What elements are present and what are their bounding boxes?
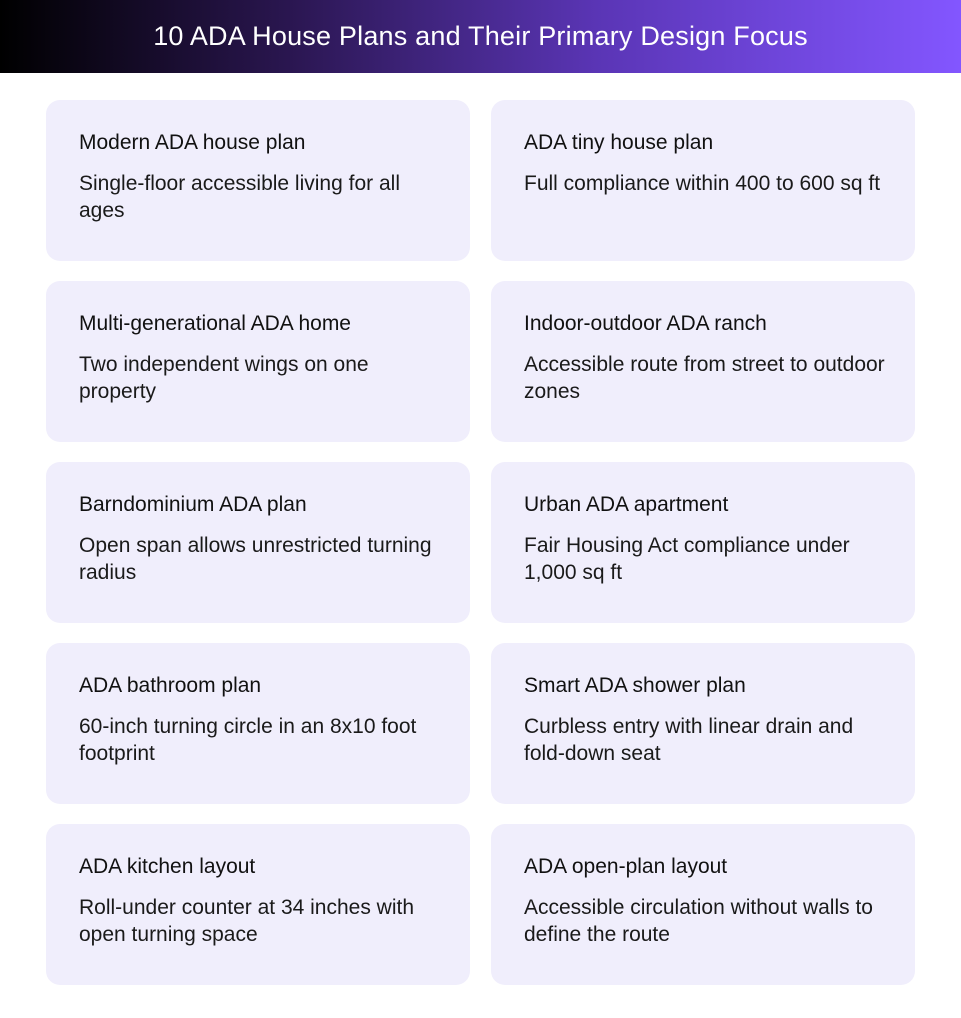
plan-card: [46, 462, 470, 623]
plan-card: [46, 100, 470, 261]
plan-card-title: ADA open-plan layout: [524, 855, 728, 878]
plan-card-description: Accessible circulation without walls to define the route: [524, 896, 873, 946]
plan-card: [46, 643, 470, 804]
plan-card-title: Smart ADA shower plan: [524, 674, 746, 697]
plan-card-title: ADA tiny house plan: [524, 131, 714, 154]
plan-card-description: Fair Housing Act compliance under 1,000 sq ft: [524, 534, 850, 584]
plan-card-title: Multi-generational ADA home: [79, 312, 351, 335]
plan-card-description: Curbless entry with linear drain and fold-down seat: [524, 715, 854, 765]
plan-card-description: Two independent wings on one property: [79, 353, 369, 403]
header-banner: [0, 0, 961, 73]
plan-card: [491, 824, 915, 985]
page-title: 10 ADA House Plans and Their Primary Design Focus: [153, 21, 808, 51]
plan-card-description: Open span allows unrestricted turning radius: [79, 534, 432, 584]
plan-card-title: Urban ADA apartment: [524, 493, 729, 516]
plan-card: [491, 281, 915, 442]
plan-card: [46, 281, 470, 442]
plan-card: [46, 824, 470, 985]
plan-card-title: ADA kitchen layout: [79, 855, 256, 878]
plan-card-title: Modern ADA house plan: [79, 131, 306, 154]
plan-card-description: Full compliance within 400 to 600 sq ft: [524, 172, 881, 195]
plan-card-description: 60-inch turning circle in an 8x10 foot footprint: [79, 715, 417, 765]
plan-card-description: Single-floor accessible living for all ages: [79, 172, 400, 222]
plan-card: [491, 462, 915, 623]
plan-card-title: ADA bathroom plan: [79, 674, 262, 697]
plan-card-title: Barndominium ADA plan: [79, 493, 307, 516]
plan-card: [491, 100, 915, 261]
plan-card: [491, 643, 915, 804]
plan-card-description: Accessible route from street to outdoor zones: [524, 353, 885, 403]
plans-grid: [46, 100, 915, 985]
plan-card-description: Roll-under counter at 34 inches with open turning space: [79, 896, 415, 946]
plan-card-title: Indoor-outdoor ADA ranch: [524, 312, 767, 335]
